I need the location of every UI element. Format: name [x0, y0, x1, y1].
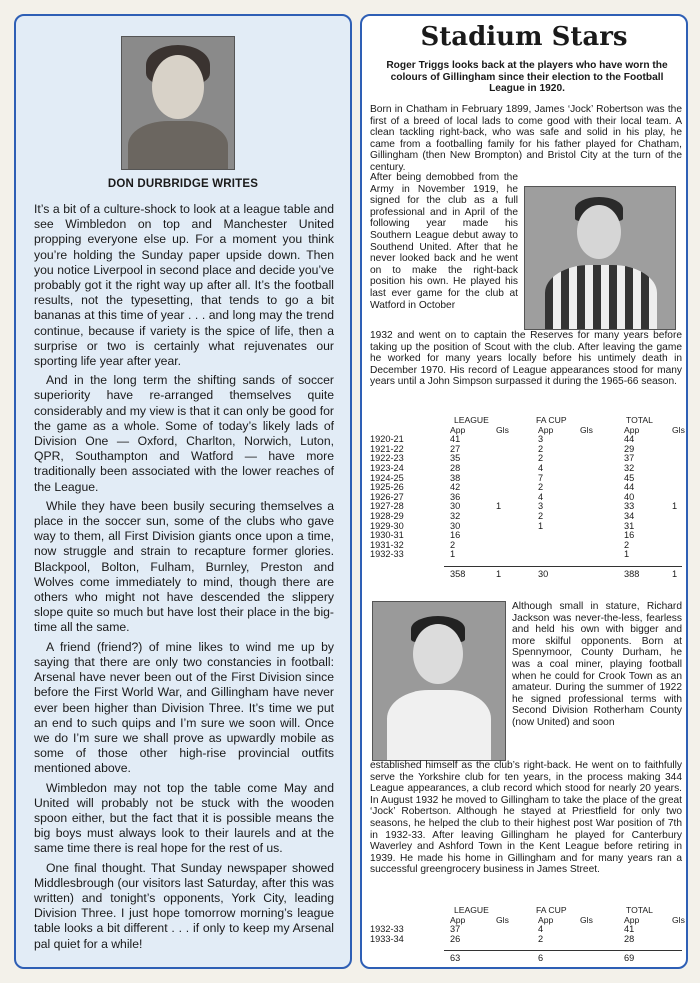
jackson-text-1: Although small in stature, Richard Jackson was never-the-less, fearless and held his own with bigger and more skilful opponents. Born at Spennymoor, County Durham, he was a coal miner, playing football when he could for Crook Town as an amateur. During the summer of 1922 he signed professional terms with Second Division Rotherham County (now United) and soon — [512, 601, 682, 728]
stats-cell-season: 1920-21 — [370, 434, 404, 445]
robertson-text-2: After being demobbed from the Army in November 1919, he signed for the club as a full professional and in April of the following year made his Southern League debut away to Southend United. After that he never looked back and he went on to make the right-back position his own. He played his last ever game for the club at Watford in October — [370, 172, 518, 311]
stats-cell-fa: 7 — [538, 472, 544, 483]
stats-cell-la: 36 — [450, 491, 461, 502]
stats-cell-season: 1932-33 — [370, 924, 404, 935]
stats-cell-fa: 3 — [538, 434, 544, 445]
total-cell-fa: 6 — [538, 953, 544, 964]
gls-header: Gls — [672, 424, 685, 435]
total-cell-tg: 1 — [672, 568, 678, 579]
total-cell-fa: 30 — [538, 568, 549, 579]
stats-cell-ta: 44 — [624, 482, 635, 493]
jackson-text-2: established himself as the club’s right-back. He went on to faithfully serve the Yorkshire club for ten years, in the process making 344 League appearances, a club record which stood for nearly 20 years. In August 1932 he moved to Gillingham to take the place of the great ‘Jock’ Robertson. Although he stayed at Priestfield for only two seasons, he helped the club to their highest post War position of 7th in 1932-33. After leaving Gillingham he played for Canterbury Waverley and Ashford Town in the Kent League before retiring in 1939. He made his home in Gillingham and for many years ran a successful greengrocery business in James Street. — [370, 760, 682, 876]
stats-cell-ta: 34 — [624, 510, 635, 521]
gls-header: Gls — [580, 424, 593, 435]
gls-header: Gls — [580, 914, 593, 925]
league-header: LEAGUE — [454, 905, 489, 915]
facup-header: FA CUP — [536, 905, 567, 915]
stats-cell-season: 1921-22 — [370, 443, 404, 454]
total-cell-la: 63 — [450, 953, 461, 964]
stats-cell-la: 1 — [450, 549, 456, 560]
app-header: App — [450, 424, 466, 435]
robertson-stats-table — [366, 416, 686, 592]
jackson-stats-table — [366, 906, 686, 966]
league-header: LEAGUE — [454, 415, 489, 425]
stats-cell-ta: 31 — [624, 520, 635, 531]
jackson-paragraph — [512, 601, 682, 729]
robertson-paragraph — [370, 104, 682, 174]
stats-cell-la: 28 — [450, 462, 461, 473]
robertson-text-1: Born in Chatham in February 1899, James ‘Jock’ Robertson was the first of a breed of local lads to come good with their local team. A clean tackling right-back, who was safe and solid in his play, he came from a footballing family for his father played for Chatham, Gillingham (then New Brompton) and Bristol City at the turn of the century. — [370, 104, 682, 173]
stats-row — [366, 493, 686, 503]
editorial-paragraph: It’s a bit of a culture-shock to look at a league table and see Wimbledon on top and Manchester United propping everyone else up. For a moment you think you’re holding the Sunday paper upside down. Then you notice Liverpool in second place and decide you’ve probably got it the right way up after all. It’s the football results, not the typesetting, that tends to go a bit bananas at this time of year . . . and long may the trend continue, because if variety is the spice of life, then a surprise or two is certainly what rejuvenates our sporting life year after year. — [34, 202, 334, 369]
stats-cell-ta: 29 — [624, 443, 635, 454]
stats-cell-la: 30 — [450, 520, 461, 531]
stats-row — [366, 454, 686, 464]
stats-row — [366, 435, 686, 445]
stats-cell-season: 1931-32 — [370, 539, 404, 550]
robertson-photo — [524, 186, 676, 330]
app-header: App — [538, 424, 554, 435]
stats-cell-tg: 1 — [672, 501, 678, 512]
editorial-column — [34, 202, 334, 956]
stats-cell-season: 1927-28 — [370, 501, 404, 512]
stats-row — [366, 464, 686, 474]
stats-cell-season: 1928-29 — [370, 510, 404, 521]
stats-cell-la: 41 — [450, 434, 461, 445]
stats-cell-fa: 4 — [538, 462, 544, 473]
editorial-paragraph: Wimbledon may not top the table come May and United will probably not be stuck with the wooden spoon either, but the fact that it is possible means the big boys must always look to their laurels and at the same time there is real hope for the rest of us. — [34, 780, 334, 856]
stats-cell-season: 1925-26 — [370, 482, 404, 493]
stats-cell-la: 42 — [450, 482, 461, 493]
stats-row — [366, 935, 686, 945]
app-header: App — [624, 424, 640, 435]
stats-cell-fa: 2 — [538, 510, 544, 521]
stats-cell-season: 1923-24 — [370, 462, 404, 473]
stats-cell-fa: 2 — [538, 933, 544, 944]
facup-header: FA CUP — [536, 415, 567, 425]
app-header: App — [538, 914, 554, 925]
robertson-paragraph — [370, 330, 682, 388]
stats-subheader-row — [366, 426, 686, 436]
stats-cell-fa: 4 — [538, 924, 544, 935]
jackson-photo — [372, 601, 506, 761]
stats-row — [366, 925, 686, 935]
stats-row — [366, 541, 686, 551]
editorial-paragraph: One final thought. That Sunday newspaper showed Middlesbrough (our visitors last Saturday, after this was written) and tonight’s opponents, York City, leading Division Three. I just hope tomorrow morning’s league table looks a bit different . . . if only to keep my Arsenal pal quiet for a while! — [34, 860, 334, 951]
stats-cell-la: 37 — [450, 924, 461, 935]
stats-cell-la: 16 — [450, 530, 461, 541]
stats-cell-la: 30 — [450, 501, 461, 512]
stats-row — [366, 531, 686, 541]
stats-totals-row — [366, 570, 686, 580]
totals-rule — [444, 566, 682, 567]
byline: DON DURBRIDGE WRITES — [107, 178, 259, 190]
editorial-panel — [14, 14, 352, 969]
robertson-paragraph — [370, 172, 518, 311]
robertson-text-3: 1932 and went on to captain the Reserves for many years before taking up the position of Scout with the club. After leaving the game he worked for many years locally before his untimely death in December 1970. His record of League appearances stood for many years until a John Simpson surpassed it during the 1965-66 season. — [370, 330, 682, 388]
stats-cell-season: 1929-30 — [370, 520, 404, 531]
stats-cell-fa: 2 — [538, 453, 544, 464]
stats-cell-fa: 2 — [538, 443, 544, 454]
stats-cell-ta: 16 — [624, 530, 635, 541]
page-title: Stadium Stars — [420, 22, 628, 52]
stats-cell-season: 1926-27 — [370, 491, 404, 502]
stats-cell-ta: 28 — [624, 933, 635, 944]
gls-header: Gls — [496, 914, 509, 925]
stats-row — [366, 445, 686, 455]
stats-cell-ta: 1 — [624, 549, 630, 560]
stats-cell-season: 1930-31 — [370, 530, 404, 541]
stadium-stars-panel — [360, 14, 688, 969]
stats-cell-la: 35 — [450, 453, 461, 464]
stats-row — [366, 550, 686, 560]
stats-cell-fa: 3 — [538, 501, 544, 512]
app-header: App — [450, 914, 466, 925]
stats-cell-ta: 40 — [624, 491, 635, 502]
stats-cell-season: 1924-25 — [370, 472, 404, 483]
gls-header: Gls — [496, 424, 509, 435]
stats-cell-ta: 33 — [624, 501, 635, 512]
stats-cell-season: 1922-23 — [370, 453, 404, 464]
stats-row — [366, 483, 686, 493]
editorial-paragraph: And in the long term the shifting sands of soccer superiority have re-arranged themselves quite considerably and my view is that it can only be good for the game as a whole. Some of today’s likely lads of Division One — Oxford, Charlton, Norwich, Luton, QPR, Southampton and Watford — have more traditionally been associated with the lower reaches of the League. — [34, 373, 334, 494]
app-header: App — [624, 914, 640, 925]
stats-cell-la: 32 — [450, 510, 461, 521]
stats-cell-la: 2 — [450, 539, 456, 550]
editorial-paragraph: While they have been busily securing themselves a place in the soccer sun, some of the clubs who gave way to them, all First Division giants once upon a time, now struggle and strain to recapture former glories. Blackpool, Bolton, Fulham, Burnley, Preston and Wolves come immediately to mind, though there are others who might not have descended the slippery slope quite so much but have lost their place in the big-time all the same. — [34, 498, 334, 635]
total-cell-ta: 388 — [624, 568, 640, 579]
stats-cell-la: 26 — [450, 933, 461, 944]
stats-cell-fa: 2 — [538, 482, 544, 493]
editorial-paragraph: A friend (friend?) of mine likes to wind me up by saying that there are only two constancies in football: Arsenal have never been out of the First Division since before the First World War, and Gillingham have never ever been higher than Division Three. It’s time we put an end to such quips and I’m sure we soon will. Once we do I’m sure we shall prove as upwardly mobile as some of those other high-rise provincial outfits mentioned above. — [34, 639, 334, 776]
stats-row — [366, 474, 686, 484]
stats-cell-ta: 41 — [624, 924, 635, 935]
stats-cell-ta: 2 — [624, 539, 630, 550]
intro-text: Roger Triggs looks back at the players who have worn the colours of Gillingham since their election to the Football League in 1920. — [386, 60, 668, 94]
columnist-photo — [121, 36, 235, 170]
stats-totals-row — [366, 954, 686, 964]
stats-row — [366, 522, 686, 532]
stats-cell-ta: 44 — [624, 434, 635, 445]
stats-cell-ta: 45 — [624, 472, 635, 483]
stats-cell-la: 38 — [450, 472, 461, 483]
jackson-paragraph — [370, 760, 682, 876]
stats-cell-season: 1933-34 — [370, 933, 404, 944]
total-cell-ta: 69 — [624, 953, 635, 964]
stats-cell-fa: 4 — [538, 491, 544, 502]
totals-rule — [444, 950, 682, 951]
stats-cell-lg: 1 — [496, 501, 502, 512]
stats-subheader-row — [366, 916, 686, 926]
stats-row — [366, 502, 686, 512]
stats-cell-season: 1932-33 — [370, 549, 404, 560]
stats-row — [366, 512, 686, 522]
stats-cell-la: 27 — [450, 443, 461, 454]
total-cell-la: 358 — [450, 568, 466, 579]
gls-header: Gls — [672, 914, 685, 925]
stats-cell-ta: 37 — [624, 453, 635, 464]
stats-cell-fa: 1 — [538, 520, 544, 531]
total-header: TOTAL — [626, 905, 653, 915]
total-header: TOTAL — [626, 415, 653, 425]
total-cell-lg: 1 — [496, 568, 502, 579]
stats-cell-ta: 32 — [624, 462, 635, 473]
